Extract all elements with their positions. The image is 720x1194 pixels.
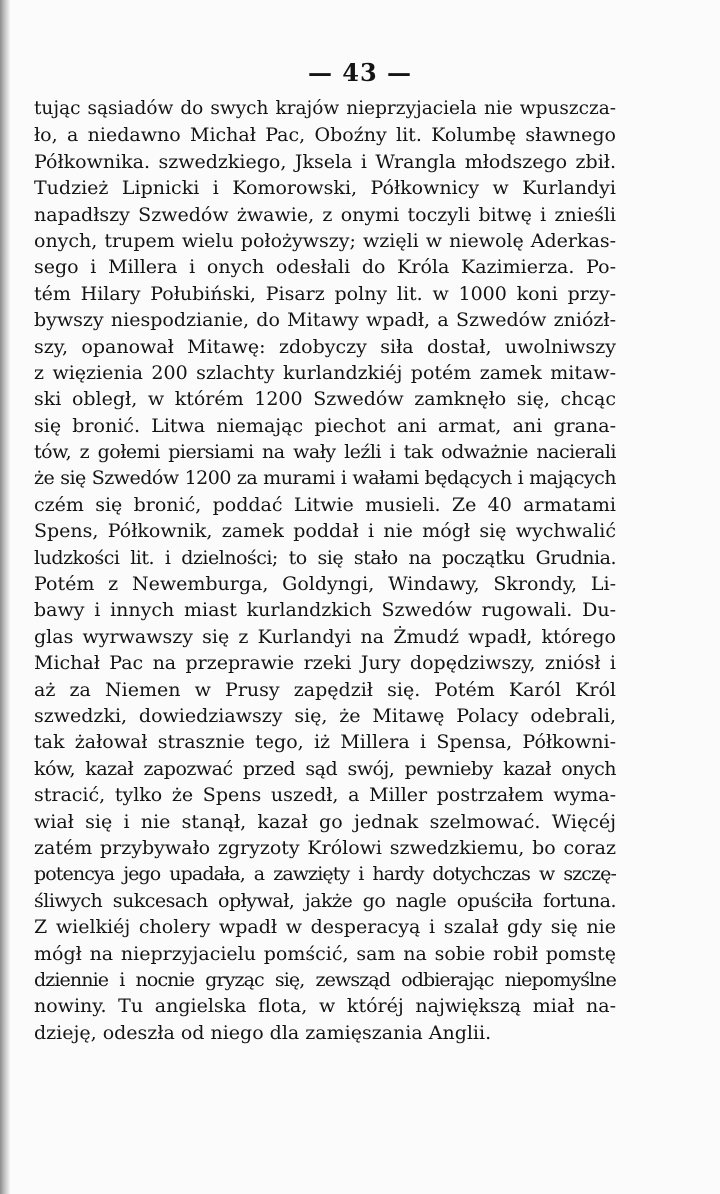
text-line: szy, opanował Mitawę: zdobyczy siła dostał, uwolniwszy	[34, 335, 616, 358]
text-line: Półkownika. szwedzkiego, Jksela i Wrangla młodszego zbił.	[34, 150, 616, 173]
text-line: ludzkości lit. i dzielności; to się stało na początku Grudnia.	[34, 546, 616, 569]
text-line: tów, z gołemi piersiami na wały leźli i tak odważnie nacierali	[34, 441, 616, 464]
text-line: się bronić. Litwa niemając piechot ani armat, ani grana-	[34, 414, 616, 437]
text-line: że się Szwedów 1200 za murami i wałami będących i mających	[34, 467, 616, 490]
text-line: bywszy niespodzianie, do Mitawy wpadł, a Szwedów zniózł-	[34, 309, 616, 332]
text-line: Z wielkiéj cholery wpadł w desperacyą i szalał gdy się nie	[34, 916, 616, 939]
text-line: bawy i innych miast kurlandzkich Szwedów rugowali. Du-	[34, 599, 616, 622]
text-line: szwedzki, dowiedziawszy się, że Mitawę Polacy odebrali,	[34, 704, 616, 727]
text-line: Michał Pac na przeprawie rzeki Jury dopędziwszy, zniósł i	[34, 652, 616, 675]
text-line: Tudzież Lipnicki i Komorowski, Półkownicy w Kurlandyi	[34, 177, 616, 200]
text-line: ło, a niedawno Michał Pac, Oboźny lit. Kolumbę sławnego	[34, 124, 616, 147]
text-line: nowiny. Tu angielska flota, w któréj największą miał na-	[34, 995, 616, 1018]
text-line: ski obległ, w którém 1200 Szwedów zamknęło się, chcąc	[34, 388, 616, 411]
text-line: sego i Millera i onych odesłali do Króla Kazimierza. Po-	[34, 256, 616, 279]
text-line: tak żałował strasznie tego, iż Millera i Spensa, Półkowni-	[34, 731, 616, 754]
text-line: onych, trupem wielu położywszy; wzięli w niewolę Aderkas-	[34, 229, 616, 252]
text-line: śliwych sukcesach opływał, jakże go nagle opuściła fortuna.	[34, 889, 616, 912]
text-line: aż za Niemen w Prusy zapędził się. Potém Karól Król	[34, 678, 616, 701]
text-line: stracić, tylko że Spens uszedł, a Miller postrzałem wyma-	[34, 784, 616, 807]
text-line: czém się bronić, poddać Litwie musieli. Ze 40 armatami	[34, 493, 616, 516]
text-line: glas wyrwawszy się z Kurlandyi na Żmudź wpadł, którego	[34, 625, 616, 648]
text-line: Potém z Newemburga, Goldyngi, Windawy, Skrondy, Li-	[34, 573, 616, 596]
text-line: Spens, Półkownik, zamek poddał i nie mógł się wychwalić	[34, 520, 616, 543]
text-line: dzieję, odeszła od niego dla zamięszania Anglii.	[34, 1021, 492, 1044]
text-line: wiał się i nie stanął, kazał go jednak szelmować. Więcéj	[34, 810, 616, 833]
text-line: napadłszy Szwedów żwawie, z onymi toczyli bitwę i znieśli	[34, 203, 616, 226]
page-number: — 43 —	[307, 58, 413, 87]
text-line: mógł na nieprzyjacielu pomścić, sam na sobie robił pomstę	[34, 942, 616, 965]
text-line: zatém przybywało zgryzoty Królowi szwedzkiemu, bo coraz	[34, 836, 616, 859]
binding-shadow	[0, 0, 10, 1194]
text-line: tém Hilary Połubiński, Pisarz polny lit. w 1000 koni przy-	[34, 282, 616, 305]
text-line: dziennie i nocnie gryząc się, zewsząd odbierając niepomyślne	[34, 968, 616, 991]
text-line: potencya jego upadała, a zawzięty i hardy dotychczas w szczę-	[34, 863, 616, 886]
text-line: ków, kazał zapozwać przed sąd swój, pewnieby kazał onych	[34, 757, 616, 780]
text-line: z więzienia 200 szlachty kurlandzkiéj potém zamek mitaw-	[34, 361, 616, 384]
body-text	[34, 96, 616, 1046]
text-line: tując sąsiadów do swych krajów nieprzyjaciela nie wpuszcza-	[34, 98, 616, 119]
